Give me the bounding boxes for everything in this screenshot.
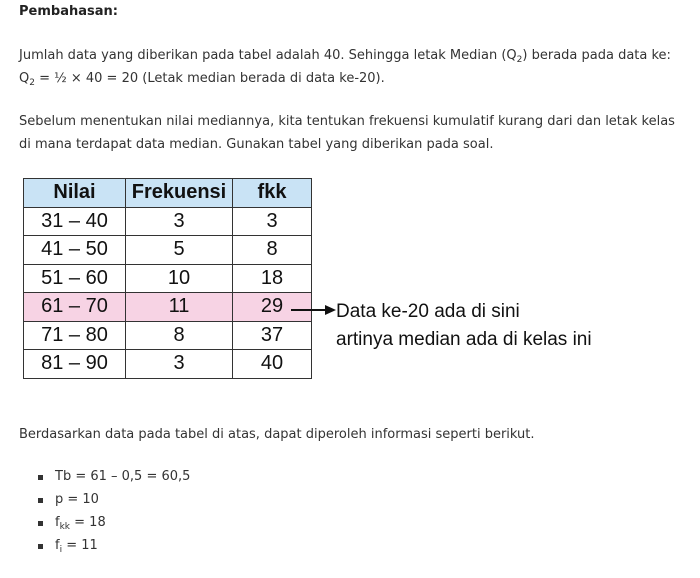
table-cell: 3	[126, 207, 233, 236]
table-cell: 81 – 90	[24, 350, 126, 379]
table-header-row	[24, 179, 312, 208]
table-cell: 71 – 80	[24, 321, 126, 350]
table-cell: 61 – 70	[24, 293, 126, 322]
summary-paragraph: Berdasarkan data pada tabel di atas, dapat diperoleh informasi seperti berikut.	[19, 427, 535, 442]
table-cell: 40	[233, 350, 312, 379]
median-class-row	[24, 293, 312, 322]
bullet-icon	[38, 475, 43, 480]
table-cell: 51 – 60	[24, 264, 126, 293]
table-cell: 29	[233, 293, 312, 322]
table-cell: 3	[233, 207, 312, 236]
annotation-line-2: artinya median ada di kelas ini	[336, 329, 592, 350]
list-item: Tb = 61 – 0,5 = 60,5	[19, 465, 190, 488]
header-frekuensi: Frekuensi	[126, 179, 233, 208]
list-item: $f_i = 11$	[19, 534, 190, 557]
table-row	[24, 264, 312, 293]
table-row	[24, 207, 312, 236]
table-row	[24, 350, 312, 379]
list-item: $f_{kk} = 18$	[19, 511, 190, 534]
header-nilai: Nilai	[24, 179, 126, 208]
table-cell: 18	[233, 264, 312, 293]
annotation-line-1: Data ke-20 ada di sini	[336, 301, 520, 322]
table-cell: 10	[126, 264, 233, 293]
table-cell: 41 – 50	[24, 236, 126, 265]
header-fkk: fkk	[233, 179, 312, 208]
table-cell: 5	[126, 236, 233, 265]
table-cell: 8	[126, 321, 233, 350]
table-cell: 31 – 40	[24, 207, 126, 236]
table-cell: 8	[233, 236, 312, 265]
median-annotation	[336, 298, 592, 354]
table-cell: 11	[126, 293, 233, 322]
median-position-paragraph: Jumlah data yang diberikan pada tabel adalah 40. Sehingga letak Median $(Q_2)$ berada pada data ke: $Q_2$ = ½ × 40 = 20 (Letak median berada di data ke-20).	[19, 48, 671, 88]
table-row	[24, 321, 312, 350]
info-list	[19, 465, 190, 557]
frequency-table	[23, 178, 312, 379]
table-cell: 37	[233, 321, 312, 350]
bullet-icon	[38, 521, 43, 526]
bullet-icon	[38, 498, 43, 503]
cumulative-frequency-paragraph: Sebelum menentukan nilai mediannya, kita tentukan frekuensi kumulatif kurang dari dan letak kelas di mana terdapat data median. Gunakan tabel yang diberikan pada soal.	[19, 114, 675, 152]
list-item: p = 10	[19, 488, 190, 511]
table-row	[24, 236, 312, 265]
section-heading: Pembahasan:	[19, 4, 118, 19]
arrow-right-icon	[291, 303, 337, 317]
table-cell: 3	[126, 350, 233, 379]
bullet-icon	[38, 544, 43, 549]
